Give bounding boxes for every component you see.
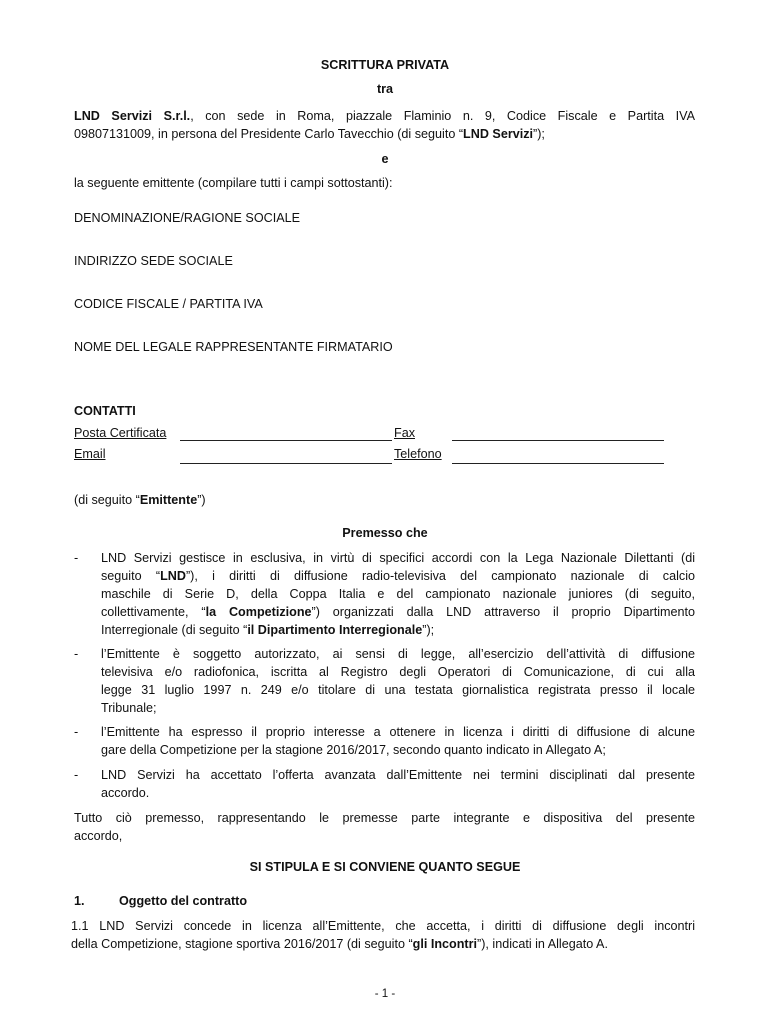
bullet-2-line-3: legge 31 luglio 1997 n. 249 e/o titolare di una testata giornalistica registrata presso il locale xyxy=(101,683,695,697)
stipula-heading: SI STIPULA E SI CONVIENE QUANTO SEGUE xyxy=(249,860,521,874)
telefono-input-line[interactable] xyxy=(452,463,664,464)
bullet-dash: - xyxy=(74,551,79,565)
email-input-line[interactable] xyxy=(180,463,392,464)
emittente-intro: la seguente emittente (compilare tutti i campi sottostanti): xyxy=(74,176,393,190)
section-1-line-1: 1.1 LND Servizi concede in licenza all’Emittente, che accetta, i diritti di diffusione degli incontri xyxy=(71,919,695,933)
bullet-1-line-5-pre: Interregionale (di seguito “ xyxy=(101,623,248,637)
party1-line1 xyxy=(74,107,695,125)
bullet-1-line-2-pre: seguito “ xyxy=(101,569,161,583)
bullet-3 xyxy=(101,723,695,759)
bullet-1-line-4 xyxy=(101,603,695,621)
bullet-4 xyxy=(101,766,695,802)
section-1-body xyxy=(71,917,695,953)
party1-line2-pre: 09807131009, in persona del Presidente Carlo Tavecchio (di seguito “ xyxy=(74,127,464,141)
bullet-1-line-4-post: ”) organizzati dalla LND attraverso il proprio Dipartimento xyxy=(311,605,695,619)
section-1-line-2-post: ”), indicati in Allegato A. xyxy=(477,937,608,951)
lnd-term: LND xyxy=(160,569,186,583)
bullet-4-line-2: accordo. xyxy=(101,786,150,800)
bullet-1-line-3: maschile di Serie D, della Coppa Italia e del campionato nazionale juniores (di seguito, xyxy=(101,587,695,601)
bullet-2-line-4: Tribunale; xyxy=(101,701,157,715)
bullet-dash: - xyxy=(74,725,79,739)
fax-input-line[interactable] xyxy=(452,440,664,441)
bullet-4-line-1: LND Servizi ha accettato l’offerta avanzata dall’Emittente nei termini disciplinati dal presente xyxy=(101,768,695,782)
bullet-3-line-1: l’Emittente ha espresso il proprio interesse a ottenere in licenza i diritti di diffusione di alcune xyxy=(101,725,695,739)
document-title: SCRITTURA PRIVATA xyxy=(320,58,450,72)
tra-label: tra xyxy=(376,82,394,96)
tutto-line-2: accordo, xyxy=(74,829,123,843)
pec-input-line[interactable] xyxy=(180,440,392,441)
telefono-label: Telefono xyxy=(394,447,442,461)
bullet-2 xyxy=(101,645,695,717)
section-1-heading: Oggetto del contratto xyxy=(119,894,248,908)
fax-label: Fax xyxy=(394,426,415,440)
bullet-1-line-5 xyxy=(101,621,695,639)
party1-line2 xyxy=(74,125,545,143)
competizione-term: la Competizione xyxy=(205,605,312,619)
di-seguito-pre: (di seguito “ xyxy=(74,493,140,507)
field-indirizzo: INDIRIZZO SEDE SOCIALE xyxy=(74,254,233,268)
di-seguito-post: ”) xyxy=(197,493,206,507)
bullet-dash: - xyxy=(74,768,79,782)
party1-line1-rest: , con sede in Roma, piazzale Flaminio n. 9, Codice Fiscale e Partita IVA xyxy=(190,109,695,123)
bullet-dash: - xyxy=(74,647,79,661)
bullet-1-line-4-pre: collettivamente, “ xyxy=(101,605,206,619)
tutto-premesso xyxy=(74,809,695,845)
bullet-1-line-5-post: ”); xyxy=(422,623,435,637)
bullet-1-line-2 xyxy=(101,567,695,585)
pec-label: Posta Certificata xyxy=(74,426,167,440)
di-seguito-bold: Emittente xyxy=(139,493,198,507)
e-label: e xyxy=(381,152,389,166)
bullet-1-line-2-post: ”), i diritti di diffusione radio-televisiva del campionato nazionale di calcio xyxy=(185,569,695,583)
contatti-heading: CONTATTI xyxy=(74,404,136,418)
dipartimento-term: il Dipartimento Interregionale xyxy=(247,623,423,637)
bullet-1-line-1: LND Servizi gestisce in esclusiva, in virtù di specifici accordi con la Lega Nazionale Dilettanti (di xyxy=(101,551,695,565)
section-1-line-2 xyxy=(71,935,695,953)
premesso-heading: Premesso che xyxy=(342,526,428,540)
field-legale-rappresentante: NOME DEL LEGALE RAPPRESENTANTE FIRMATARIO xyxy=(74,340,393,354)
tutto-line-1: Tutto ciò premesso, rappresentando le premesse parte integrante e dispositiva del presente xyxy=(74,811,695,825)
section-1-line-2-pre: della Competizione, stagione sportiva 2016/2017 (di seguito “ xyxy=(71,937,413,951)
party1-line2-post: ”); xyxy=(533,127,545,141)
bullet-2-line-2: televisiva e/o radiofonica, iscritta al Registro degli Operatori di Comunicazione, di cui alla xyxy=(101,665,695,679)
bullet-2-line-1: l’Emittente è soggetto autorizzato, ai sensi di legge, all’esercizio dell’attività di diffusione xyxy=(101,647,695,661)
bullet-1 xyxy=(101,549,695,639)
field-codice-fiscale: CODICE FISCALE / PARTITA IVA xyxy=(74,297,263,311)
section-1-number: 1. xyxy=(74,894,85,908)
bullet-3-line-2: gare della Competizione per la stagione 2016/2017, secondo quanto indicato in Allegato A; xyxy=(101,743,606,757)
incontri-term: gli Incontri xyxy=(412,937,478,951)
email-label: Email xyxy=(74,447,106,461)
field-denominazione: DENOMINAZIONE/RAGIONE SOCIALE xyxy=(74,211,301,225)
party1-name: LND Servizi S.r.l. xyxy=(74,109,191,123)
di-seguito-emittente xyxy=(74,491,206,509)
party1-line2-bold: LND Servizi xyxy=(463,127,534,141)
page-number: - 1 - xyxy=(374,988,396,1000)
